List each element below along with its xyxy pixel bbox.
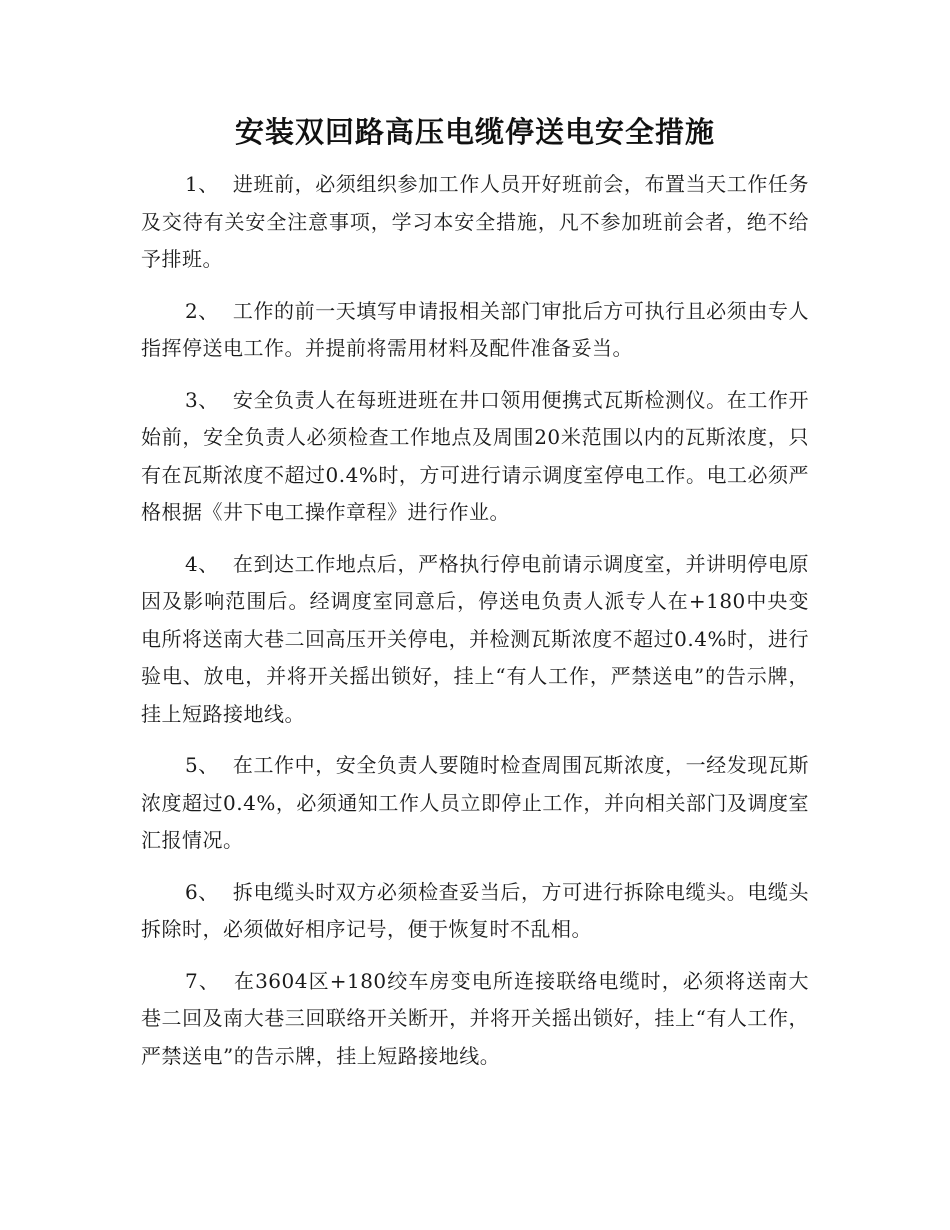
- paragraph-3: [141, 382, 809, 532]
- paragraph-text: 工作的前一天填写申请报相关部门审批后方可执行且必须由专人指挥停送电工作。并提前将需用材料及配件准备妥当。: [141, 298, 809, 360]
- paragraph-number: 6、: [185, 879, 219, 904]
- paragraph-text: 在工作中，安全负责人要随时检查周围瓦斯浓度，一经发现瓦斯浓度超过0.4%，必须通知工作人员立即停止工作，并向相关部门及调度室汇报情况。: [141, 753, 809, 852]
- document-body: [141, 166, 809, 1089]
- paragraph-4: [141, 546, 809, 734]
- paragraph-number: 7、: [185, 968, 220, 993]
- paragraph-1: [141, 166, 809, 279]
- paragraph-2: [141, 293, 809, 368]
- paragraph-5: [141, 747, 809, 860]
- document-title: 安装双回路高压电缆停送电安全措施: [234, 115, 715, 149]
- paragraph-text: 在3604区+180绞车房变电所连接联络电缆时，必须将送南大巷二回及南大巷三回联络开关断开，并将开关摇出锁好，挂上“有人工作，严禁送电”的告示牌，挂上短路接地线。: [141, 968, 809, 1068]
- paragraph-number: 5、: [185, 753, 219, 777]
- paragraph-text: 进班前，必须组织参加工作人员开好班前会，布置当天工作任务及交待有关安全注意事项，学习本安全措施，凡不参加班前会者，绝不给予排班。: [141, 172, 809, 271]
- paragraph-7: [141, 963, 809, 1076]
- paragraph-number: 3、: [185, 387, 219, 412]
- paragraph-6: [141, 874, 809, 949]
- paragraph-text: 拆电缆头时双方必须检查妥当后，方可进行拆除电缆头。电缆头拆除时，必须做好相序记号，便于恢复时不乱相。: [141, 879, 809, 941]
- paragraph-number: 1、: [185, 172, 219, 196]
- paragraph-number: 4、: [185, 551, 219, 576]
- paragraph-text: 安全负责人在每班进班在井口领用便携式瓦斯检测仪。在工作开始前，安全负责人必须检查工作地点及周围20米范围以内的瓦斯浓度，只有在瓦斯浓度不超过0.4%时，方可进行请示调度室停电工作。电工必须严格根据《井下电工操作章程》进行作业。: [141, 387, 809, 524]
- paragraph-number: 2、: [185, 298, 219, 323]
- paragraph-text: 在到达工作地点后，严格执行停电前请示调度室，并讲明停电原因及影响范围后。经调度室同意后，停送电负责人派专人在+180中央变电所将送南大巷二回高压开关停电，并检测瓦斯浓度不超过0.4%时，进行验电、放电，并将开关摇出锁好，挂上“有人工作，严禁送电”的告示牌，挂上短路接地线。: [141, 551, 809, 726]
